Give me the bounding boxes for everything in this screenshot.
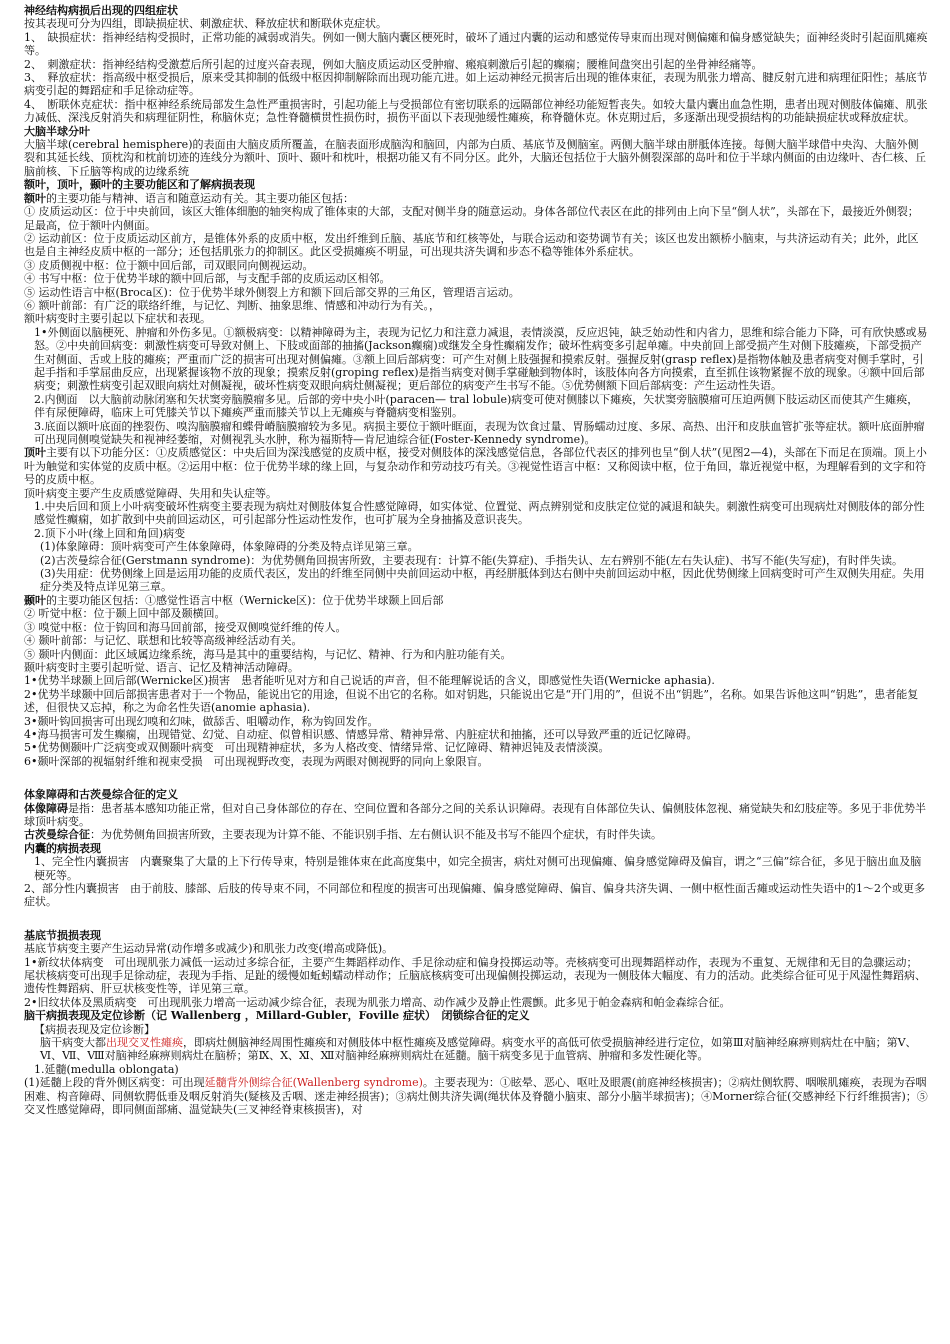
temporal-label: 颞叶: [24, 593, 46, 607]
brainstem-text-b: ，即病灶侧脑神经周围性瘫痪和对侧肢体中枢性瘫痪及感觉障碍。病变水平的高低可依受损脑神经进行定位，如第Ⅲ对脑神经麻痹则病灶在中脑；第Ⅴ、Ⅵ、Ⅶ、Ⅷ对脑神经麻痹则病灶在脑桥；第Ⅸ、Ⅹ、Ⅺ、Ⅻ对脑神经麻痹则病灶在延髓。脑干病变多见于血管病、肿瘤和多发性硬化等。: [40, 1036, 917, 1063]
capsule-item: 1、完全性内囊损害 内囊聚集了大量的上下行传导束，特别是锥体束在此高度集中，如完全损害，病灶对侧可出现偏瘫、偏身感觉障碍及偏盲，谓之“三偏”综合征，多见于脑出血及脑梗死等。: [34, 855, 922, 882]
body-image-definition: [24, 802, 928, 829]
temporal-lesion: 3•颞叶钩回损害可出现幻嗅和幻味，做舔舌、咀嚼动作，称为钩回发作。: [24, 714, 379, 728]
basal-ganglia-item: 2•旧纹状体及黑质病变 可出现肌张力增高一运动减少综合征，表现为肌张力增高、动作减少及静止性震颤。此多见于帕金森病和帕金森综合征。: [24, 995, 731, 1009]
parietal-sub-item: (2)古茨曼综合征(Gerstmann syndrome)：为优势侧角回损害所致，主要表现有：计算不能(失算症)、手指失认、左右辨别不能(左右失认症)、书写不能(失写症)，有时伴失读。: [40, 553, 903, 567]
temporal-area: ⑤ 颞叶内侧面：此区域属边缘系统，海马是其中的重要结构，与记忆、精神、行为和内脏功能有关。: [24, 647, 512, 661]
basal-ganglia-item: 1•新纹状体病变 可出现肌张力减低一运动过多综合征，主要产生舞蹈样动作、手足徐动症和偏身投掷运动等。壳核病变可出现舞蹈样动作，表现为不重复、无规律和无目的急骤运动；尾状核病变可出现手足徐动症，表现为手指、足趾的缓慢如蚯蚓蠕动样动作；丘脑底核病变可出现偏侧投掷运动，表现为一侧肢体大幅度、有力的活动。此类综合征可见于风湿性舞蹈病、遗传性舞蹈病、肝豆状核变性等，详见第三章。: [24, 955, 926, 996]
section-title-body-image: 体象障碍和古茨曼综合征的定义: [24, 788, 178, 802]
hemisphere-paragraph: 大脑半球(cerebral hemisphere)的表面由大脑皮质所覆盖，在脑表面形成脑沟和脑回，内部为白质、基底节及侧脑室。两侧大脑半球由胼胝体连接。每侧大脑半球借中央沟、大脑外侧裂和其延长线、顶枕沟和枕前切迹的连线分为额叶、顶叶、颞叶和枕叶，根据功能又有不同分区。此外，大脑还包括位于大脑外侧裂深部的岛叶和位于半球内侧面的由边缘叶、杏仁核、丘脑前核、下丘脑等构成的边缘系统: [24, 138, 926, 178]
gerstmann-definition: [24, 828, 928, 841]
frontal-area: ⑤ 运动性语言中枢(Broca区)：位于优势半球外侧裂上方和额下回后部交界的三角区，管理语言运动。: [24, 285, 520, 299]
frontal-label: 额叶: [24, 191, 46, 205]
brainstem-paragraph: [24, 1036, 928, 1063]
temporal-lesion: 1•优势半球颞上回后部(Wernicke区)损害 患者能听见对方和自己说话的声音，但不能理解说话的含义，即感觉性失语(Wernicke aphasia).: [24, 674, 715, 688]
temporal-lesion: 4•海马损害可发生癫痫，出现错觉、幻觉、自动症、似曾相识感、情感异常、精神异常、内脏症状和抽搐，还可以导致严重的近记忆障碍。: [24, 727, 698, 741]
symptom-item: 4、 断联休克症状：指中枢神经系统局部发生急性严重损害时，引起功能上与受损部位有密切联系的远隔部位神经功能短暂丧失。如较大量内囊出血急性期，患者出现对侧肢体偏瘫、肌张力减低、深浅反射消失和病理征阴性，称脑休克；急性脊髓横贯性损伤时，损伤平面以下表现弛缓性瘫痪，称脊髓休克。休克期过后，多逐渐出现受损结构的功能缺损症状或释放症状。: [24, 97, 928, 125]
temporal-area: ② 听觉中枢：位于颞上回中部及颞横回。: [24, 607, 226, 621]
temporal-lesion: 6•颞叶深部的视辐射纤维和视束受损 可出现视野改变，表现为两眼对侧视野的同向上象限盲。: [24, 754, 489, 768]
gerstmann-text: ：为优势侧角回损害所致，主要表现为计算不能、不能识别手指、左右侧认识不能及书写不能四个症状，有时伴失读。: [90, 828, 662, 842]
frontal-area: ③ 皮质侧视中枢：位于额中回后部，司双眼同向侧视运动。: [24, 258, 314, 272]
body-image-label: 体像障碍: [24, 801, 68, 815]
frontal-area: ④ 书写中枢：位于优势半球的额中回后部，与支配手部的皮质运动区相邻。: [24, 272, 391, 286]
temporal-intro: [24, 594, 928, 607]
temporal-area: ③ 嗅觉中枢：位于钩回和海马回前部，接受双侧嗅觉纤维的传人。: [24, 620, 347, 634]
temporal-lesion-intro: 颞叶病变时主要引起听觉、语言、记忆及精神活动障碍。: [24, 660, 299, 674]
frontal-lesion-intro: 额叶病变时主要引起以下症状和表现。: [24, 312, 211, 326]
frontal-lesion: 1•外侧面以脑梗死、肿瘤和外伤多见。①额极病变：以精神障碍为主，表现为记忆力和注意力减退，表情淡漠，反应迟钝，缺乏始动性和内省力，思维和综合能力下降，可有欣快感或易怒。②中央前回病变：刺激性病变可导致对侧上、下肢或面部的抽搐(Jackson癫痫)或继发全身性癫痫发作；破坏性病变多引起单瘫。中央前回上部受损产生对侧下肢瘫痪，下部受损产生对侧面、舌或上肢的瘫痪；严重而广泛的损害可出现对侧偏瘫。③额上回后部病变：可产生对侧上肢强握和摸索反射。强握反射(grasp reflex)是指物体触及患者病变对侧手掌时，引起手指和手掌屈曲反应，出现紧握该物不放的现象；摸索反射(groping reflex)是指当病变对侧手掌碰触到物体时，该肢体向各方向摸索，直至抓住该物紧握不放的现象。④额中回后部病变；刺激性病变引起双眼向病灶对侧凝视，破坏性病变双眼向病灶侧凝视；更后部位的病变产生书写不能。⑤优势侧额下回后部病变：产生运动性失语。: [34, 325, 928, 393]
lateral-text-a: (1)延髓上段的背外侧区病变：可出现: [24, 1076, 205, 1090]
medulla-title: 1.延髓(medulla oblongata): [34, 1062, 179, 1076]
parietal-sub-item: (3)失用症：优势侧缘上回是运用功能的皮质代表区，发出的纤维至同侧中央前回运动中枢，再经胼胝体到达右侧中央前回运动中枢，因此优势侧缘上回病变时可产生双侧失用症。失用症分类及特点详见第三章。: [40, 567, 925, 594]
symptom-item: 1、 缺损症状：指神经结构受损时，正常功能的减弱或消失。例如一侧大脑内囊区梗死时，破坏了通过内囊的运动和感觉传导束而出现对侧偏瘫和偏身感觉缺失；面神经炎时引起面肌瘫痪等。: [24, 30, 928, 58]
parietal-lesion: 1.中央后回和顶上小叶病变破坏性病变主要表现为病灶对侧肢体复合性感觉障碍，如实体觉、位置觉、两点辨别觉和皮肤定位觉的减退和缺失。刺激性病变可出现病灶对侧肢体的部分性感觉性癫痫，如扩散到中央前回运动区，可引起部分性运动性发作，也可扩展为全身抽搐及意识丧失。: [34, 500, 925, 527]
symptom-item: 2、 刺激症状：指神经结构受激惹后所引起的过度兴奋表现，例如大脑皮质运动区受肿瘤、瘢痕刺激后引起的癫痫；腰椎间盘突出引起的坐骨神经痛等。: [24, 57, 763, 71]
temporal-lesion: 2•优势半球颞中回后部损害患者对于一个物品，能说出它的用途，但说不出它的名称。如对钥匙，只能说出它是“开门用的”，但说不出“钥匙”，名称。如果告诉他这叫“钥匙”，患者能复述，但很快又忘掉，称之为命名性失语(anomie aphasia).: [24, 687, 919, 715]
spacer: [24, 909, 928, 929]
frontal-area: ① 皮质运动区：位于中央前回，该区大锥体细胞的轴突构成了锥体束的大部，支配对侧半身的随意运动。身体各部位代表区在此的排列由上向下呈“倒人状”，头部在下，最接近外侧裂；足最高，位于额叶内侧面。: [24, 205, 919, 232]
symptom-item: 3、 释放症状：指高级中枢受损后，原来受其抑制的低级中枢因抑制解除而出现功能亢进。如上运动神经元损害后出现的锥体束征，表现为肌张力增高、腱反射亢进和病理征阳性；基底节病变引起的舞蹈症和手足徐动症等。: [24, 71, 928, 98]
section-title-lobe-functions: 额叶，顶叶，颞叶的主要功能区和了解病损表现: [24, 178, 255, 192]
frontal-lesion: 2.内侧面 以大脑前动脉闭塞和矢状窦旁脑膜瘤多见。后部的旁中央小叶(paracen— tral lobule)病变可使对侧膝以下瘫痪，矢状窦旁脑膜瘤可压迫两侧下肢运动区而使其产生瘫痪，伴有尿便障碍，临床上可凭膝关节以下瘫痪严重而膝关节以上无瘫痪与脊髓病变相鉴别。: [34, 392, 919, 420]
gerstmann-label: 古茨曼综合征: [24, 828, 90, 842]
lateral-text-b: 。主要表现为：①眩晕、恶心、呕吐及眼震(前庭神经核损害)；②病灶侧软腭、咽喉肌瘫痪，表现为吞咽困难、构音障碍、同侧软腭低垂及咽反射消失(疑核及舌咽、迷走神经损害)；③病灶侧共济失调(绳状体及脊髓小脑束、部分小脑半球损害)；④Morner综合征(交感神经下行纤维损害)；⑤交叉性感觉障碍，即同侧面部痛、温觉缺失(三叉神经脊束核损害)，对: [24, 1076, 928, 1117]
basal-ganglia-intro: 基底节病变主要产生运动异常(动作增多或减少)和肌张力改变(增高或降低)。: [24, 942, 394, 956]
brainstem-bracket-heading: 【病损表现及定位诊断】: [34, 1022, 155, 1036]
lateral-medulla-paragraph: [24, 1076, 928, 1116]
frontal-area: ② 运动前区：位于皮质运动区前方，是锥体外系的皮质中枢，发出纤维到丘脑、基底节和红核等处，与联合运动和姿势调节有关；该区也发出额桥小脑束，与共济运动有关；此外，此区也是自主神经皮质中枢的一部分；还包括肌张力的抑制区。此区受损瘫痪不明显，可出现共济失调和步态不稳等锥体外系症状。: [24, 231, 919, 259]
wallenberg-highlight: 延髓背外侧综合征(Wallenberg syndrome): [204, 1076, 423, 1090]
crossed-paralysis-highlight: 出现交叉性瘫痪: [106, 1036, 183, 1050]
section-title-hemisphere-lobes: 大脑半球分叶: [24, 124, 90, 138]
temporal-lesion: 5•优势侧颞叶广泛病变或双侧颞叶病变 可出现精神症状，多为人格改变、情绪异常、记忆障碍、精神迟钝及表情淡漠。: [24, 741, 610, 755]
temporal-area: ④ 颞叶前部：与记忆、联想和比较等高级神经活动有关。: [24, 634, 303, 648]
parietal-intro: [24, 446, 928, 486]
parietal-intro-text: 主要有以下功能分区：①皮质感觉区：中央后回为深浅感觉的皮质中枢，接受对侧肢体的深浅感觉信息，各部位代表区的排列也呈“倒人状”(见图2—4)，头部在下而足在顶端。顶上小叶为触觉和实体觉的皮质中枢。②运用中枢：位于优势半球的缘上回，与复杂动作和劳动技巧有关。③视觉性语言中枢：又称阅读中枢，位于角回，靠近视觉中枢，为理解看到的文字和符号的皮质中枢。: [24, 446, 927, 487]
frontal-area: ⑥ 额叶前部：有广泛的联络纤维，与记忆、判断、抽象思维、情感和冲动行为有关。，: [24, 298, 440, 312]
parietal-lesion: 2.顶下小叶(缘上回和角回)病变: [34, 526, 186, 540]
parietal-label: 顶叶: [24, 446, 46, 460]
frontal-intro: [24, 192, 928, 205]
frontal-lesion: 3.底面以额叶底面的挫裂伤、嗅沟脑膜瘤和蝶骨嵴脑膜瘤较为多见。病损主要位于额叶眶面，表现为饮食过量、胃肠蠕动过度、多尿、高热、出汗和皮肤血管扩张等症状。额叶底面肿瘤可出现同侧嗅觉缺失和视神经萎缩，对侧视乳头水肿，称为福斯特—肯尼迪综合征(Foster-Kennedy syndrome)。: [34, 419, 925, 446]
capsule-item: 2、部分性内囊损害 由于前肢、膝部、后肢的传导束不同，不同部位和程度的损害可出现偏瘫、偏身感觉障碍、偏盲、偏身共济失调、一侧中枢性面舌瘫或运动性失语中的1～2个或更多症状。: [24, 882, 925, 909]
section-title-internal-capsule: 内囊的病损表现: [24, 841, 101, 855]
spacer: [24, 768, 928, 788]
section-title-four-symptoms: 神经结构病损后出现的四组症状: [24, 4, 178, 17]
temporal-intro-text: 的主要功能区包括：①感觉性语言中枢（Wernicke区)：位于优势半球颞上回后部: [46, 593, 444, 607]
frontal-intro-text: 的主要功能与精神、语言和随意运动有关。其主要功能区包括：: [46, 191, 354, 205]
brainstem-text-a: 脑干病变大都: [40, 1036, 106, 1050]
section-intro: 按其表现可分为四组，即缺损症状、刺激症状、释放症状和断联休克症状。: [24, 17, 387, 31]
parietal-lesion-intro: 顶叶病变主要产生皮质感觉障碍、失用和失认症等。: [24, 486, 277, 500]
parietal-sub-item: (1)体象障碍：顶叶病变可产生体象障碍，体象障碍的分类及特点详见第三章。: [40, 540, 419, 554]
section-title-basal-ganglia: 基底节损损表现: [24, 928, 101, 942]
section-title-brainstem: 脑干病损表现及定位诊断（记 Wallenberg ，Millard-Gubler，Foville 症状） 闭锁综合征的定义: [24, 1009, 530, 1023]
body-image-text: 是指：患者基本感知功能正常，但对自己身体部位的存在、空间位置和各部分之间的关系认识障碍。表现有自体部位失认、偏侧肢体忽视、痛觉缺失和幻肢症等。多见于非优势半球顶叶病变。: [24, 801, 926, 828]
